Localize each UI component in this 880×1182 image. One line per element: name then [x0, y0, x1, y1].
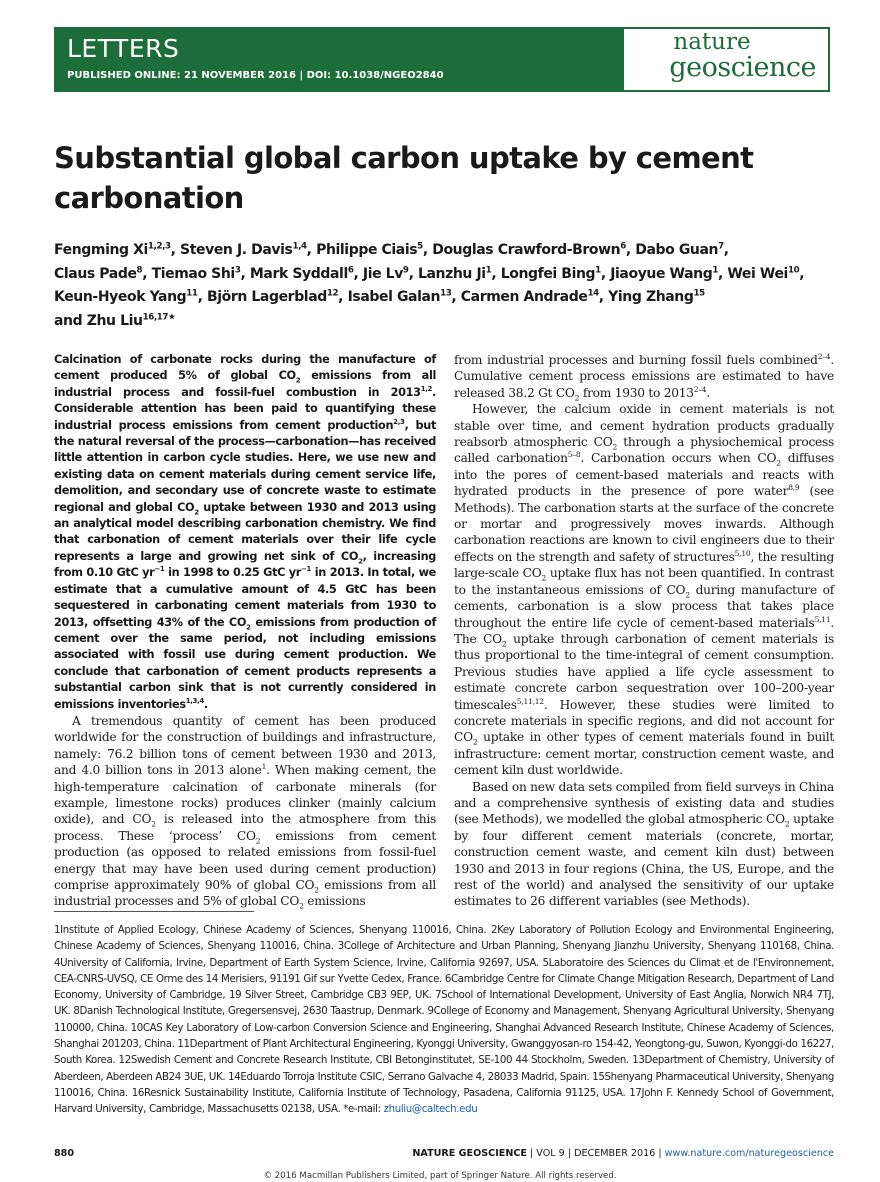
author[interactable]: Dabo Guan$^7$	[635, 241, 724, 258]
author[interactable]: Ying Zhang$^{15}$	[608, 288, 705, 305]
author[interactable]: Zhu Liu$^{16,17★}$	[86, 311, 176, 329]
footnote-divider	[54, 911, 254, 912]
abstract: Calcination of carbonate rocks during the manufacture of cement produced 5% of global $CO_2$ emissions from all industrial process and fossil-fuel combustion in 2013$^{1,2}$. Considerable attention has been paid to quantifying these industrial process emissions from cement production$^{2,3}$, but the natural reversal of the process—carbonation—has received little attention in carbon cycle studies. Here, we use new and existing data on cement materials during cement service life, demolition, and secondary use of concrete waste to estimate regional and global $CO_2$ uptake between 1930 and 2013 using an analytical model describing carbonation chemistry. We find that carbonation of cement materials over their life cycle represents a large and growing net sink of $CO_2$, increasing from 0.10 GtC $yr^{-1}$ in 1998 to 0.25 GtC $yr^{-1}$ in 2013. In total, we estimate that a cumulative amount of 4.5 GtC has been sequestered in carbonating cement materials from 1930 to 2013, offsetting 43% of the $CO_2$ emissions from production of cement over the same period, not including emissions associated with fossil use during cement production. We conclude that carbonation of cement products represents a substantial carbon sink that is not currently considered in emissions inventories$^{1,3,4}$.	[54, 353, 437, 711]
author[interactable]: Isabel Galan$^{13}$	[347, 288, 452, 305]
copyright-notice: © 2016 Macmillan Publishers Limited, part of Springer Nature. All rights reserved.	[263, 1171, 617, 1181]
author-list: Fengming Xi$^{1,2,3}$, Steven J. Davis$^{1,4}$, Philippe Ciais$^5$, Douglas Crawford-Brown$^6$, Dabo Guan$^7$, Claus Pade$^8$, Tiemao Shi$^3$, Mark Syddall$^6$, Jie Lv$^9$, Lanzhu Ji$^1$, Longfei Bing$^1$, Jiaoyue Wang$^1$, Wei Wei$^{10}$, Keun-Hyeok Yang$^{11}$, Björn Lagerblad$^{12}$, Isabel Galan$^{13}$, Carmen Andrade$^{14}$, Ying Zhang$^{15}$ and Zhu Liu$^{16,17★}$	[54, 241, 805, 329]
article-title: Substantial global carbon uptake by cement carbonation	[54, 141, 754, 215]
publication-meta: PUBLISHED ONLINE: 21 NOVEMBER 2016 | DOI: 10.1038/NGEO2840	[67, 70, 444, 81]
body-column-right	[454, 352, 834, 910]
body-paragraph: A tremendous quantity of cement has been produced worldwide for the construction of buildings and infrastructure, namely: 76.2 billion tons of cement between 1930 and 2013, and 4.0 billion tons in 2013 alone$^1$. When making cement, the high-temperature calcination of carbonate minerals (for example, limestone rocks) produces clinker (mainly calcium oxide), and $CO_2$ is released into the atmosphere from this process. These ‘process’ $CO_2$ emissions from cement production (as opposed to related emissions from fossil-fuel energy that may have been used during cement production) comprise approximately 90% of global $CO_2$ emissions from all industrial processes and 5% of global $CO_2$ emissions	[54, 713, 437, 911]
body-paragraph: However, the calcium oxide in cement materials is not stable over time, and cement hydration products gradually reabsorb atmospheric $CO_2$ through a physiochemical process called carbonation$^{5-8}$. Carbonation occurs when $CO_2$ diffuses into the pores of cement-based materials and reacts with hydrated products in the presence of pore water$^{8,9}$ (see Methods). The carbonation starts at the surface of the concrete or mortar and progressively moves inwards. Although carbonation reactions are known to civil engineers due to their effects on the strength and safety of structures$^{5,10}$, the resulting large-scale $CO_2$ uptake flux has not been quantified. In contrast to the instantaneous emissions of $CO_2$ during manufacture of cements, carbonation is a slow process that takes place throughout the entire life cycle of cement-based materials$^{5,11}$. The $CO_2$ uptake through carbonation of cement materials is thus proportional to the time-integral of cement consumption. Previous studies have applied a life cycle assessment to estimate concrete carbon sequestration over 100–200-year timescales$^{5,11,12}$. However, these studies were limited to concrete materials in specific regions, and did not account for $CO_2$ uptake in other types of cement materials found in built infrastructure: cement mortar, construction cement waste, and cement kiln dust worldwide.	[454, 402, 835, 778]
author[interactable]: Claus Pade$^8$	[54, 264, 143, 282]
footer-journal: NATURE GEOSCIENCE	[412, 1148, 527, 1159]
body-column-left	[54, 352, 436, 910]
author[interactable]: Carmen Andrade$^{14}$	[460, 288, 599, 305]
author[interactable]: Fengming Xi$^{1,2,3}$	[54, 241, 171, 258]
banner-section-block	[56, 29, 624, 90]
affiliations-text: 1Institute of Applied Ecology, Chinese Academy of Sciences, Shenyang 110016, China. 2Key Laboratory of Pollution Ecology and Environmental Engineering, Chinese Academy of Sciences, Shenyang 110016, China. 3College of Architecture and Urban Planning, Shenyang Jianzhu University, Shenyang 110168, China. 4University of California, Irvine, Department of Earth System Science, Irvine, California 92697, USA. 5Laboratoire des Sciences du Climat et de l'Environnement, CEA-CNRS-UVSQ, CE Orme des 14 Merisiers, 91191 Gif sur Yvette Cedex, France. 6Cambridge Centre for Climate Change Mitigation Research, Department of Land Economy, University of Cambridge, 19 Silver Street, Cambridge CB3 9EP, UK. 7School of International Development, University of East Anglia, Norwich NR4 7TJ, UK. 8Danish Technological Institute, Gregersensvej, 2630 Taastrup, Denmark. 9College of Economy and Management, Shenyang Agricultural University, Shenyang 110000, China. 10CAS Key Laboratory of Low-carbon Conversion Science and Engineering, Shanghai Advanced Research Institute, Chinese Academy of Sciences, Shanghai 201203, China. 11Department of Plant Architectural Engineering, Kyonggi University, Gwanggyosan-ro 154-42, Yeongtong-gu, Suwon, Kyonggi-do 16227, South Korea. 12Swedish Cement and Concrete Research Institute, CBI Betonginstitutet, SE-100 44 Stockholm, Sweden. 13Department of Chemistry, University of Aberdeen, Aberdeen AB24 3UE, UK. 14Eduardo Torroja Institute CSIC, Serrano Galvache 4, 28033 Madrid, Spain. 15Shenyang Pharmaceutical University, Shenyang 110016, China. 16Resnick Sustainability Institute, California Institute of Technology, Pasadena, California 91125, USA. 17John F. Kennedy School of Government, Harvard University, Cambridge, Massachusetts 02138, USA. *e-mail:	[54, 925, 835, 1116]
author[interactable]: Jiaoyue Wang$^1$	[610, 264, 718, 282]
author[interactable]: Tiemao Shi$^3$	[151, 264, 241, 282]
page-number: 880	[54, 1148, 75, 1159]
body-paragraph: Based on new data sets compiled from field surveys in China and a comprehensive synthesis of existing data and studies (see Methods), we modelled the global atmospheric $CO_2$ uptake by four different cement materials (concrete, mortar, construction cement waste, and cement kiln dust) between 1930 and 2013 in four regions (China, the US, Europe, and the rest of the world) and analysed the sensitivity of our uptake estimates to 26 different variables (see Methods).	[454, 779, 834, 909]
affiliations	[54, 923, 834, 1119]
author[interactable]: Philippe Ciais$^5$	[316, 241, 423, 258]
author[interactable]: Wei Wei$^{10}$	[727, 264, 800, 282]
section-label: LETTERS	[67, 34, 180, 63]
author[interactable]: Longfei Bing$^1$	[500, 264, 601, 282]
author[interactable]: Douglas Crawford-Brown$^6$	[432, 241, 626, 258]
logo-line-nature: nature	[673, 29, 751, 55]
journal-banner	[54, 27, 830, 92]
journal-citation	[412, 1148, 834, 1160]
corresponding-email[interactable]: zhuliu@caltech.edu	[383, 1104, 478, 1116]
logo-line-geoscience: geoscience	[669, 52, 816, 83]
footer-issue: | VOL 9 | DECEMBER 2016 |	[526, 1148, 665, 1159]
footer-url[interactable]: www.nature.com/naturegeoscience	[664, 1148, 834, 1159]
author[interactable]: Keun-Hyeok Yang$^{11}$	[54, 288, 198, 305]
author[interactable]: Jie Lv$^9$	[362, 264, 409, 282]
author[interactable]: Lanzhu Ji$^1$	[417, 264, 492, 282]
author[interactable]: Björn Lagerblad$^{12}$	[206, 288, 339, 305]
author[interactable]: Steven J. Davis$^{1,4}$	[180, 241, 307, 258]
body-paragraph: from industrial processes and burning fossil fuels combined$^{2-4}$. Cumulative cement process emissions are estimated to have released 38.2 Gt $CO_2$ from 1930 to 2013$^{2-4}$.	[454, 351, 834, 403]
journal-logo	[669, 29, 816, 81]
author[interactable]: Mark Syddall$^6$	[249, 264, 354, 282]
